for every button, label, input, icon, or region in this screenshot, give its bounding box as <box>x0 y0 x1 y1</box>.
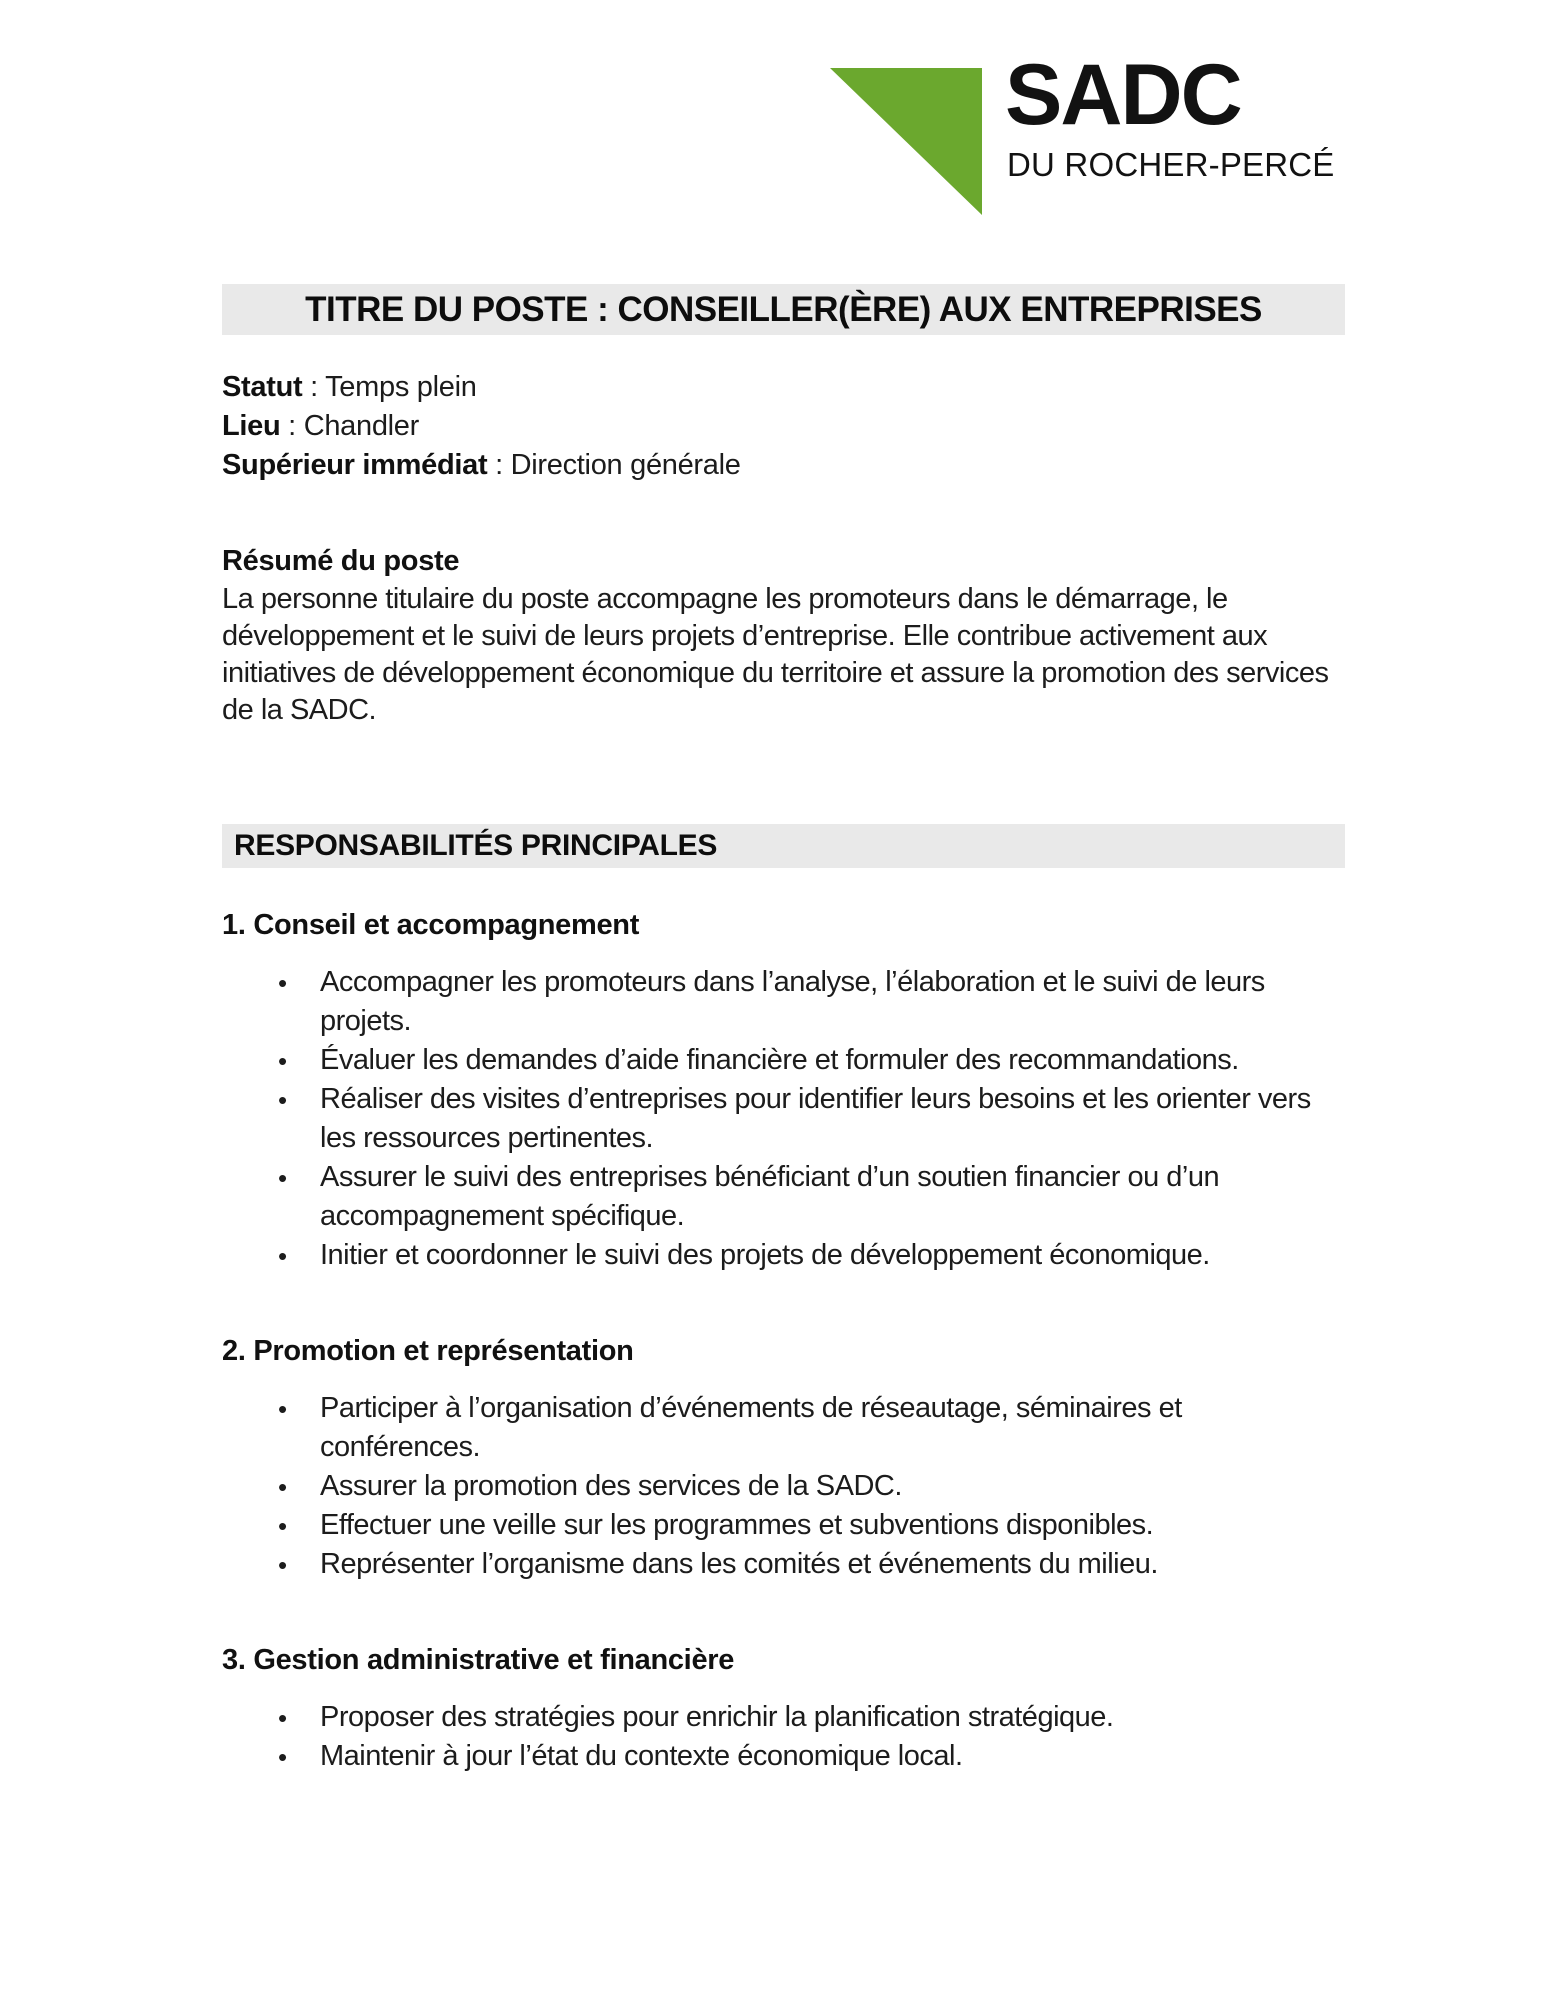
bullet-text: Évaluer les demandes d’aide financière et formuler des recommandations. <box>320 1044 1239 1076</box>
bullet-item <box>222 1080 1345 1158</box>
bullet-icon: • <box>278 1046 287 1076</box>
responsibility-group <box>222 1332 1345 1584</box>
meta-label: Lieu <box>222 410 281 442</box>
bullet-item <box>222 963 1345 1041</box>
bullet-text: Effectuer une veille sur les programmes et subventions disponibles. <box>320 1509 1154 1541</box>
bullet-icon: • <box>278 968 287 998</box>
bullet-text: Maintenir à jour l’état du contexte économique local. <box>320 1740 963 1772</box>
bullet-text: Assurer la promotion des services de la SADC. <box>320 1470 902 1502</box>
summary-heading: Résumé du poste <box>222 545 460 577</box>
responsibility-groups <box>222 906 1345 1776</box>
bullet-icon: • <box>278 1550 287 1580</box>
bullet-item <box>222 1737 1345 1776</box>
bullet-item <box>222 1698 1345 1737</box>
meta-value: Direction générale <box>510 449 741 481</box>
bullet-text: Proposer des stratégies pour enrichir la planification stratégique. <box>320 1701 1114 1733</box>
bullet-item <box>222 1236 1345 1275</box>
bullet-list <box>222 963 1345 1275</box>
bullet-text: Participer à l’organisation d’événements de réseautage, séminaires et conférences. <box>320 1392 1182 1463</box>
meta-separator: : <box>487 449 511 481</box>
bullet-icon: • <box>278 1085 287 1115</box>
logo-triangle-icon <box>830 68 982 215</box>
bullet-item <box>222 1041 1345 1080</box>
bullet-item <box>222 1389 1345 1467</box>
bullet-item <box>222 1506 1345 1545</box>
bullet-icon: • <box>278 1472 287 1502</box>
bullet-item <box>222 1158 1345 1236</box>
logo-brand: SADC <box>1005 47 1241 143</box>
bullet-text: Réaliser des visites d’entreprises pour identifier leurs besoins et les orienter vers les ressources pertinentes. <box>320 1083 1311 1154</box>
meta-label: Statut <box>222 371 303 403</box>
meta-separator: : <box>302 371 326 403</box>
responsibilities-section-bar: RESPONSABILITÉS PRINCIPALES <box>222 824 1345 868</box>
meta-value: Temps plein <box>325 371 477 403</box>
job-meta <box>222 368 1345 485</box>
meta-label: Supérieur immédiat <box>222 449 488 481</box>
bullet-icon: • <box>278 1511 287 1541</box>
meta-line-statut <box>222 368 1345 407</box>
bullet-list <box>222 1698 1345 1776</box>
bullet-text: Accompagner les promoteurs dans l’analyse, l’élaboration et le suivi de leurs projets. <box>320 966 1265 1037</box>
bullet-text: Assurer le suivi des entreprises bénéficiant d’un soutien financier ou d’un accompagnement spécifique. <box>320 1161 1220 1232</box>
job-title-bar: TITRE DU POSTE : CONSEILLER(ÈRE) AUX ENTREPRISES <box>222 284 1345 335</box>
meta-value: Chandler <box>303 410 419 442</box>
summary-body: La personne titulaire du poste accompagne les promoteurs dans le démarrage, le développement et le suivi de leurs projets d’entreprise. Elle contribue activement aux initiatives de développement économique du territoire et assure la promotion des services de la SADC. <box>222 583 1329 726</box>
meta-line-superieur <box>222 446 1345 485</box>
meta-separator: : <box>280 410 304 442</box>
responsibility-group <box>222 906 1345 1275</box>
bullet-item <box>222 1467 1345 1506</box>
responsibility-group <box>222 1641 1345 1776</box>
bullet-icon: • <box>278 1163 287 1193</box>
group-heading: 3. Gestion administrative et financière <box>222 1644 735 1676</box>
bullet-text: Représenter l’organisme dans les comités et événements du milieu. <box>320 1548 1158 1580</box>
bullet-text: Initier et coordonner le suivi des projets de développement économique. <box>320 1239 1210 1271</box>
bullet-icon: • <box>278 1394 287 1424</box>
meta-line-lieu <box>222 407 1345 446</box>
logo-subtitle: DU ROCHER-PERCÉ <box>1007 146 1335 183</box>
bullet-icon: • <box>278 1703 287 1733</box>
bullet-item <box>222 1545 1345 1584</box>
group-heading: 2. Promotion et représentation <box>222 1335 634 1367</box>
bullet-icon: • <box>278 1241 287 1271</box>
bullet-list <box>222 1389 1345 1584</box>
bullet-icon: • <box>278 1742 287 1772</box>
group-heading: 1. Conseil et accompagnement <box>222 909 640 941</box>
